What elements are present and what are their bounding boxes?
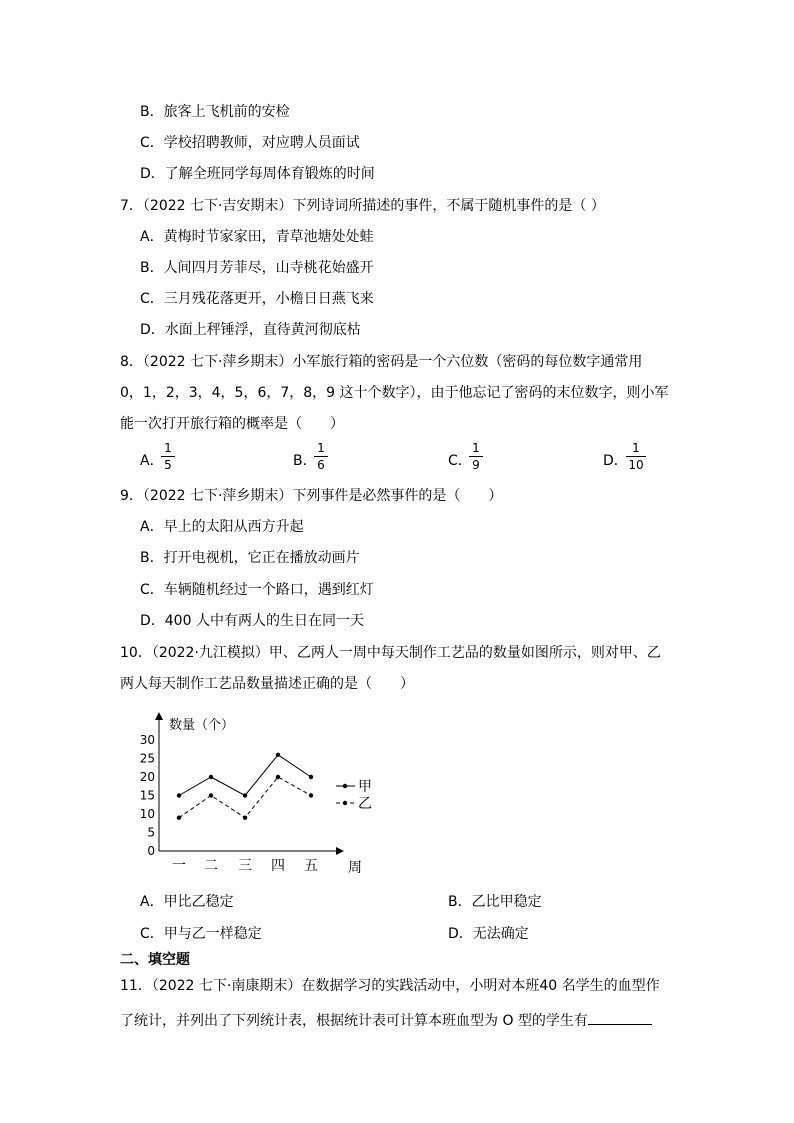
q9-option-c: C．车辆随机经过一个路口，遇到红灯 [140, 582, 374, 598]
answer-blank [588, 1010, 652, 1025]
data-point [276, 753, 280, 757]
fraction-bar [314, 456, 328, 457]
q10-option-c: C．甲与乙一样稳定 [140, 926, 262, 942]
q8-option-b-fraction [314, 441, 328, 472]
fraction-denominator: 6 [317, 458, 325, 472]
q8-stem-line2: 0，1，2，3，4，5，6，7，8，9 这十个数字），由于他忘记了密码的末位数字，则小军 [120, 385, 669, 401]
q8-stem-line1: 8．（2022 七下·萍乡期末）小军旅行箱的密码是一个六位数（密码的每位数字通常用 [120, 354, 643, 370]
fraction-numerator: 1 [317, 441, 325, 455]
q8-option-a-fraction [161, 441, 175, 472]
q8-option-b-label: B． [293, 453, 317, 469]
y-tick-label: 15 [139, 788, 155, 803]
q11-line2-text: 了统计，并列出了下列统计表，根据统计表可计算本班血型为 O 型的学生有 [120, 1013, 588, 1029]
q10-stem-line2: 两人每天制作工艺品数量描述正确的是（ ） [120, 676, 414, 692]
y-tick-label: 30 [139, 733, 155, 747]
fraction-bar [626, 456, 646, 457]
legend-label: 乙 [358, 796, 372, 812]
y-tick-label: 25 [139, 751, 155, 766]
q9-option-b: B．打开电视机，它正在播放动画片 [140, 550, 360, 566]
q7-option-a: A．黄梅时节家家田，青草池塘处处蛙 [140, 229, 374, 245]
x-tick-label: 五 [304, 858, 318, 874]
data-point [177, 793, 181, 797]
data-point [209, 793, 213, 797]
q6-option-d: D．了解全班同学每周体育锻炼的时间 [140, 166, 375, 182]
fraction-bar [161, 456, 175, 457]
fraction-denominator: 10 [628, 458, 644, 472]
data-point [309, 775, 313, 779]
data-point [209, 775, 213, 779]
data-point [177, 816, 181, 820]
q8-option-c-fraction [469, 441, 483, 472]
q11-line1: 11．（2022 七下·南康期末）在数据学习的实践活动中，小明对本班40 名学生的血型作 [120, 978, 660, 994]
y-axis-label: 数量（个） [169, 718, 235, 733]
q6-option-b: B．旅客上飞机前的安检 [140, 104, 290, 120]
fraction-numerator: 1 [164, 441, 172, 455]
q9-option-a: A．早上的太阳从西方升起 [140, 519, 304, 535]
q7-stem: 7．（2022 七下·吉安期末）下列诗词所描述的事件，不属于随机事件的是（ ） [120, 198, 605, 214]
legend-marker [343, 784, 347, 788]
x-axis-label: 周 [348, 860, 362, 876]
data-point [243, 793, 247, 797]
y-tick-label: 20 [139, 770, 155, 784]
data-point [243, 816, 247, 820]
fraction-denominator: 9 [472, 458, 480, 472]
x-tick-label: 二 [204, 858, 218, 874]
q8-stem-line3: 能一次打开旅行箱的概率是（ ） [120, 416, 344, 432]
x-tick-label: 三 [238, 858, 252, 874]
q8-option-c-label: C． [448, 453, 472, 469]
section-heading: 二、填空题 [120, 952, 190, 968]
q11-line2 [120, 1010, 652, 1031]
fraction-denominator: 5 [164, 458, 172, 472]
q7-option-b: B．人间四月芳菲尽，山寺桃花始盛开 [140, 260, 374, 276]
legend-marker [343, 801, 347, 805]
q10-stem-line1: 10．（2022·九江模拟）甲、乙两人一周中每天制作工艺品的数量如图所示，则对甲、乙 [120, 645, 661, 661]
y-tick-label: 0 [147, 844, 155, 858]
fraction-numerator: 1 [472, 441, 480, 455]
line-chart [135, 708, 380, 880]
y-tick-label: 10 [139, 807, 155, 821]
q8-option-d-fraction [626, 441, 646, 472]
q10-option-b: B．乙比甲稳定 [448, 894, 542, 910]
q6-option-c: C．学校招聘教师，对应聘人员面试 [140, 135, 360, 151]
x-tick-label: 一 [172, 858, 186, 874]
data-point [276, 775, 280, 779]
legend-label: 甲 [358, 779, 372, 795]
data-point [309, 793, 313, 797]
q10-option-d: D．无法确定 [448, 926, 529, 942]
q9-stem: 9．（2022 七下·萍乡期末）下列事件是必然事件的是（ ） [120, 488, 503, 504]
q8-option-a-label: A． [140, 453, 164, 469]
q7-option-d: D．水面上秤锤浮，直待黄河彻底枯 [140, 322, 361, 338]
q8-option-d-label: D． [603, 453, 628, 469]
q9-option-d: D．400 人中有两人的生日在同一天 [140, 613, 364, 629]
q10-option-a: A．甲比乙稳定 [140, 894, 234, 910]
x-tick-label: 四 [271, 858, 285, 874]
y-tick-label: 5 [147, 825, 155, 840]
fraction-bar [469, 456, 483, 457]
series-line-jia [179, 755, 311, 796]
q7-option-c: C．三月残花落更开，小檐日日燕飞来 [140, 291, 374, 307]
fraction-numerator: 1 [632, 441, 640, 455]
